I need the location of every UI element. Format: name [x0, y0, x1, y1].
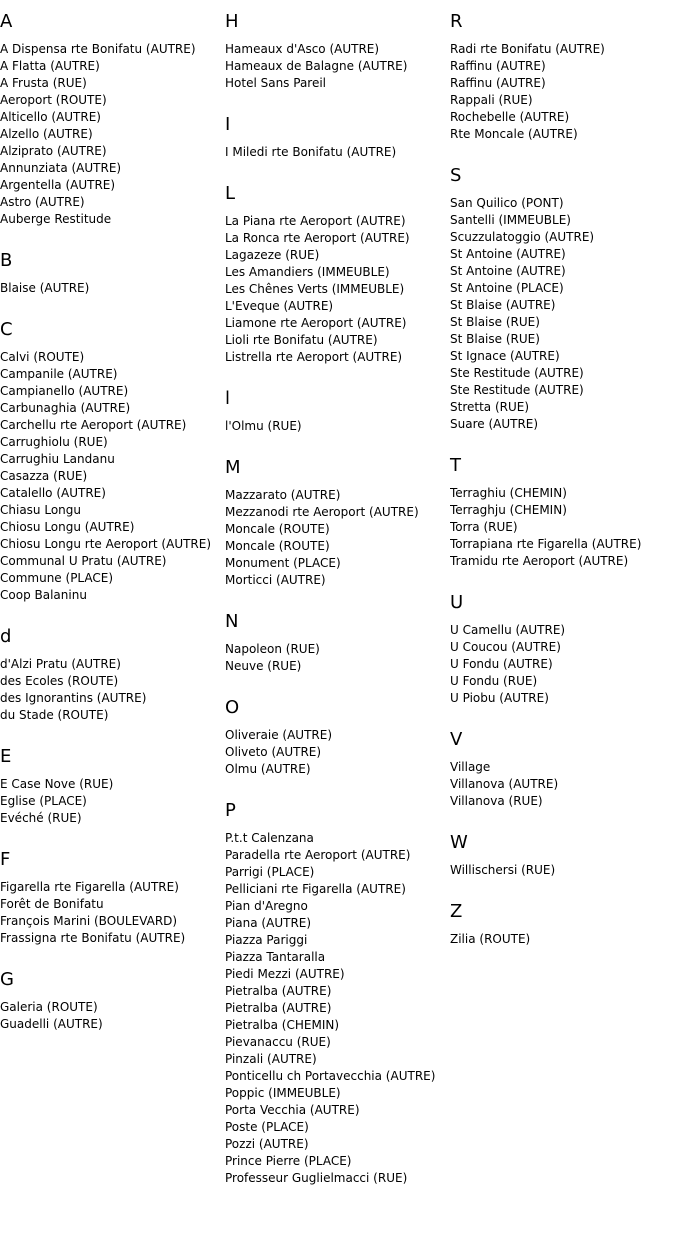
- street-entry-link[interactable]: St Ignace (AUTRE): [450, 349, 560, 363]
- street-entry-link[interactable]: du Stade (ROUTE): [0, 708, 109, 722]
- street-entry-link[interactable]: Ste Restitude (AUTRE): [450, 383, 584, 397]
- letter-heading: G: [0, 969, 14, 990]
- street-entry-link[interactable]: Piana (AUTRE): [225, 916, 312, 930]
- street-entry-link[interactable]: Carbunaghia (AUTRE): [0, 401, 131, 415]
- letter-heading: W: [450, 832, 468, 853]
- letter-group: [0, 11, 225, 228]
- street-entry-link[interactable]: U Fondu (AUTRE): [450, 657, 553, 671]
- street-entry-link[interactable]: L'Eveque (AUTRE): [225, 299, 334, 313]
- letter-heading: I: [225, 114, 231, 135]
- street-entry-link[interactable]: Raffinu (AUTRE): [450, 59, 546, 73]
- letter-group: [225, 183, 450, 366]
- letter-group: [450, 832, 675, 879]
- street-entry-link[interactable]: Hotel Sans Pareil: [225, 76, 327, 90]
- street-entry-link[interactable]: Commune (PLACE): [0, 571, 114, 585]
- street-entry-link[interactable]: Poste (PLACE): [225, 1120, 309, 1134]
- street-entry-link[interactable]: Rappali (RUE): [450, 93, 533, 107]
- street-entry-link[interactable]: Piazza Tantaralla: [225, 950, 326, 964]
- street-entry-link[interactable]: I Miledi rte Bonifatu (AUTRE): [225, 145, 397, 159]
- street-entry-link[interactable]: Ponticellu ch Portavecchia (AUTRE): [225, 1069, 436, 1083]
- street-entry-link[interactable]: Prince Pierre (PLACE): [225, 1154, 352, 1168]
- street-entry-link[interactable]: Calvi (ROUTE): [0, 350, 85, 364]
- letter-heading: Z: [450, 901, 463, 922]
- street-entry-link[interactable]: Coop Balaninu: [0, 588, 87, 602]
- letter-group: [0, 319, 225, 604]
- letter-heading: B: [0, 250, 13, 271]
- letter-heading: H: [225, 11, 239, 32]
- street-entry-link[interactable]: Ste Restitude (AUTRE): [450, 366, 584, 380]
- street-entry-link[interactable]: Terraghiu (CHEMIN): [450, 486, 567, 500]
- street-entry-link[interactable]: Pian d'Aregno: [225, 899, 308, 913]
- letter-group: [450, 11, 675, 143]
- street-entry-link[interactable]: Astro (AUTRE): [0, 195, 85, 209]
- street-entry-link[interactable]: Villanova (AUTRE): [450, 777, 559, 791]
- street-entry-link[interactable]: Napoleon (RUE): [225, 642, 320, 656]
- street-entry-link[interactable]: La Ronca rte Aeroport (AUTRE): [225, 231, 410, 245]
- street-entry-link[interactable]: St Antoine (PLACE): [450, 281, 564, 295]
- index-column-1: [0, 11, 225, 1055]
- street-entry-link[interactable]: Monument (PLACE): [225, 556, 341, 570]
- street-entry-link[interactable]: Moncale (ROUTE): [225, 539, 330, 553]
- street-entry-link[interactable]: Auberge Restitude: [0, 212, 112, 226]
- street-entry-link[interactable]: Oliveto (AUTRE): [225, 745, 322, 759]
- street-entry-link[interactable]: Pietralba (AUTRE): [225, 1001, 332, 1015]
- street-entry-link[interactable]: Rte Moncale (AUTRE): [450, 127, 578, 141]
- street-entry-link[interactable]: Catalello (AUTRE): [0, 486, 106, 500]
- street-entry-link[interactable]: l'Olmu (RUE): [225, 419, 302, 433]
- letter-heading: V: [450, 729, 463, 750]
- letter-heading: N: [225, 611, 239, 632]
- letter-heading: F: [0, 849, 11, 870]
- street-entry-link[interactable]: Willischersi (RUE): [450, 863, 556, 877]
- letter-group: [0, 746, 225, 827]
- street-entry-link[interactable]: U Fondu (RUE): [450, 674, 538, 688]
- street-entry-link[interactable]: Terraghju (CHEMIN): [450, 503, 567, 517]
- street-entry-link[interactable]: Oliveraie (AUTRE): [225, 728, 333, 742]
- letter-group: [450, 901, 675, 948]
- street-entry-link[interactable]: A Flatta (AUTRE): [0, 59, 100, 73]
- street-entry-link[interactable]: Mazzarato (AUTRE): [225, 488, 341, 502]
- street-entry-link[interactable]: Rochebelle (AUTRE): [450, 110, 570, 124]
- street-entry-link[interactable]: Pietralba (CHEMIN): [225, 1018, 340, 1032]
- street-entry-link[interactable]: Piazza Pariggi: [225, 933, 308, 947]
- street-entry-link[interactable]: Alzello (AUTRE): [0, 127, 93, 141]
- street-entry-link[interactable]: Olmu (AUTRE): [225, 762, 311, 776]
- street-entry-link[interactable]: Mezzanodi rte Aeroport (AUTRE): [225, 505, 419, 519]
- letter-group: [450, 165, 675, 433]
- street-entry-link[interactable]: d'Alzi Pratu (AUTRE): [0, 657, 121, 671]
- letter-group: [0, 969, 225, 1033]
- street-entry-link[interactable]: Piedi Mezzi (AUTRE): [225, 967, 345, 981]
- street-entry-link[interactable]: Campanile (AUTRE): [0, 367, 118, 381]
- letter-group: [225, 457, 450, 589]
- street-entry-link[interactable]: Chiosu Longu rte Aeroport (AUTRE): [0, 537, 212, 551]
- street-entry-link[interactable]: Chiosu Longu (AUTRE): [0, 520, 135, 534]
- letter-group: [225, 611, 450, 675]
- street-entry-link[interactable]: P.t.t Calenzana: [225, 831, 314, 845]
- street-entry-link[interactable]: Zilia (ROUTE): [450, 932, 531, 946]
- street-entry-link[interactable]: Pozzi (AUTRE): [225, 1137, 309, 1151]
- street-entry-link[interactable]: Les Chênes Verts (IMMEUBLE): [225, 282, 405, 296]
- street-entry-link[interactable]: François Marini (BOULEVARD): [0, 914, 178, 928]
- street-entry-link[interactable]: Hameaux de Balagne (AUTRE): [225, 59, 408, 73]
- street-entry-link[interactable]: Lioli rte Bonifatu (AUTRE): [225, 333, 378, 347]
- letter-heading: P: [225, 800, 236, 821]
- street-entry-link[interactable]: des Ignorantins (AUTRE): [0, 691, 147, 705]
- letter-heading: l: [225, 388, 231, 409]
- street-entry-link[interactable]: Annunziata (AUTRE): [0, 161, 122, 175]
- street-entry-link[interactable]: Porta Vecchia (AUTRE): [225, 1103, 360, 1117]
- street-entry-link[interactable]: Blaise (AUTRE): [0, 281, 90, 295]
- street-entry-link[interactable]: Liamone rte Aeroport (AUTRE): [225, 316, 407, 330]
- street-entry-link[interactable]: Parrigi (PLACE): [225, 865, 315, 879]
- street-entry-link[interactable]: Carchellu rte Aeroport (AUTRE): [0, 418, 187, 432]
- street-entry-link[interactable]: Villanova (RUE): [450, 794, 543, 808]
- letter-heading: L: [225, 183, 236, 204]
- street-entry-link[interactable]: Campianello (AUTRE): [0, 384, 129, 398]
- street-entry-link[interactable]: Pievanaccu (RUE): [225, 1035, 331, 1049]
- letter-group: [0, 250, 225, 297]
- street-entry-link[interactable]: Raffinu (AUTRE): [450, 76, 546, 90]
- street-entry-link[interactable]: Galeria (ROUTE): [0, 1000, 98, 1014]
- street-entry-link[interactable]: Guadelli (AUTRE): [0, 1017, 103, 1031]
- letter-group: [450, 729, 675, 810]
- street-entry-link[interactable]: Casazza (RUE): [0, 469, 88, 483]
- letter-group: [225, 11, 450, 92]
- street-entry-link[interactable]: Poppic (IMMEUBLE): [225, 1086, 341, 1100]
- street-entry-link[interactable]: des Ecoles (ROUTE): [0, 674, 119, 688]
- street-entry-link[interactable]: Alticello (AUTRE): [0, 110, 101, 124]
- street-entry-link[interactable]: Carrughiu Landanu: [0, 452, 115, 466]
- street-entry-link[interactable]: Evéché (RUE): [0, 811, 82, 825]
- street-entry-link[interactable]: St Blaise (RUE): [450, 315, 540, 329]
- street-entry-link[interactable]: St Blaise (RUE): [450, 332, 540, 346]
- letter-heading: A: [0, 11, 13, 32]
- street-entry-link[interactable]: Pinzali (AUTRE): [225, 1052, 317, 1066]
- street-entry-link[interactable]: Figarella rte Figarella (AUTRE): [0, 880, 179, 894]
- street-entry-link[interactable]: Stretta (RUE): [450, 400, 530, 414]
- street-entry-link[interactable]: Neuve (RUE): [225, 659, 302, 673]
- letter-group: [225, 114, 450, 161]
- street-entry-link[interactable]: Scuzzulatoggio (AUTRE): [450, 230, 595, 244]
- street-entry-link[interactable]: Argentella (AUTRE): [0, 178, 116, 192]
- letter-group: [0, 849, 225, 947]
- letter-heading: C: [0, 319, 13, 340]
- street-entry-link[interactable]: Pietralba (AUTRE): [225, 984, 332, 998]
- street-entry-link[interactable]: Torrapiana rte Figarella (AUTRE): [450, 537, 642, 551]
- street-entry-link[interactable]: Frassigna rte Bonifatu (AUTRE): [0, 931, 186, 945]
- street-entry-link[interactable]: Suare (AUTRE): [450, 417, 539, 431]
- street-entry-link[interactable]: Tramidu rte Aeroport (AUTRE): [450, 554, 629, 568]
- street-entry-link[interactable]: Morticci (AUTRE): [225, 573, 326, 587]
- street-entry-link[interactable]: Carrughiolu (RUE): [0, 435, 108, 449]
- letter-heading: E: [0, 746, 12, 767]
- street-entry-link[interactable]: Torra (RUE): [450, 520, 518, 534]
- street-entry-link[interactable]: Lagazeze (RUE): [225, 248, 320, 262]
- street-entry-link[interactable]: Pelliciani rte Figarella (AUTRE): [225, 882, 406, 896]
- street-entry-link[interactable]: U Piobu (AUTRE): [450, 691, 549, 705]
- street-entry-link[interactable]: Village: [450, 760, 491, 774]
- letter-heading: U: [450, 592, 464, 613]
- street-entry-link[interactable]: Aeroport (ROUTE): [0, 93, 107, 107]
- street-entry-link[interactable]: A Dispensa rte Bonifatu (AUTRE): [0, 42, 196, 56]
- street-entry-link[interactable]: San Quilico (PONT): [450, 196, 564, 210]
- street-entry-link[interactable]: Radi rte Bonifatu (AUTRE): [450, 42, 605, 56]
- street-entry-link[interactable]: Moncale (ROUTE): [225, 522, 330, 536]
- street-entry-link[interactable]: Les Amandiers (IMMEUBLE): [225, 265, 390, 279]
- letter-group: [225, 800, 450, 1187]
- street-entry-link[interactable]: Listrella rte Aeroport (AUTRE): [225, 350, 403, 364]
- letter-group: [0, 626, 225, 724]
- letter-heading: M: [225, 457, 241, 478]
- letter-group: [225, 697, 450, 778]
- letter-heading: S: [450, 165, 462, 186]
- street-entry-link[interactable]: Forêt de Bonifatu: [0, 897, 104, 911]
- letter-heading: O: [225, 697, 240, 718]
- street-entry-link[interactable]: St Blaise (AUTRE): [450, 298, 556, 312]
- street-entry-link[interactable]: Chiasu Longu: [0, 503, 81, 517]
- index-column-3: [450, 11, 675, 970]
- letter-heading: d: [0, 626, 12, 647]
- letter-heading: T: [450, 455, 461, 476]
- street-entry-link[interactable]: Santelli (IMMEUBLE): [450, 213, 571, 227]
- street-entry-link[interactable]: Paradella rte Aeroport (AUTRE): [225, 848, 411, 862]
- street-entry-link[interactable]: Alziprato (AUTRE): [0, 144, 107, 158]
- letter-heading: R: [450, 11, 463, 32]
- letter-group: [225, 388, 450, 435]
- street-entry-link[interactable]: U Coucou (AUTRE): [450, 640, 561, 654]
- letter-group: [450, 592, 675, 707]
- street-entry-link[interactable]: St Antoine (AUTRE): [450, 264, 566, 278]
- street-entry-link[interactable]: Hameaux d'Asco (AUTRE): [225, 42, 380, 56]
- street-entry-link[interactable]: A Frusta (RUE): [0, 76, 87, 90]
- street-entry-link[interactable]: U Camellu (AUTRE): [450, 623, 566, 637]
- street-entry-link[interactable]: St Antoine (AUTRE): [450, 247, 566, 261]
- street-entry-link[interactable]: La Piana rte Aeroport (AUTRE): [225, 214, 406, 228]
- street-entry-link[interactable]: Communal U Pratu (AUTRE): [0, 554, 167, 568]
- street-entry-link[interactable]: E Case Nove (RUE): [0, 777, 114, 791]
- street-entry-link[interactable]: Eglise (PLACE): [0, 794, 87, 808]
- index-column-2: [225, 11, 450, 1209]
- letter-group: [450, 455, 675, 570]
- street-entry-link[interactable]: Professeur Guglielmacci (RUE): [225, 1171, 408, 1185]
